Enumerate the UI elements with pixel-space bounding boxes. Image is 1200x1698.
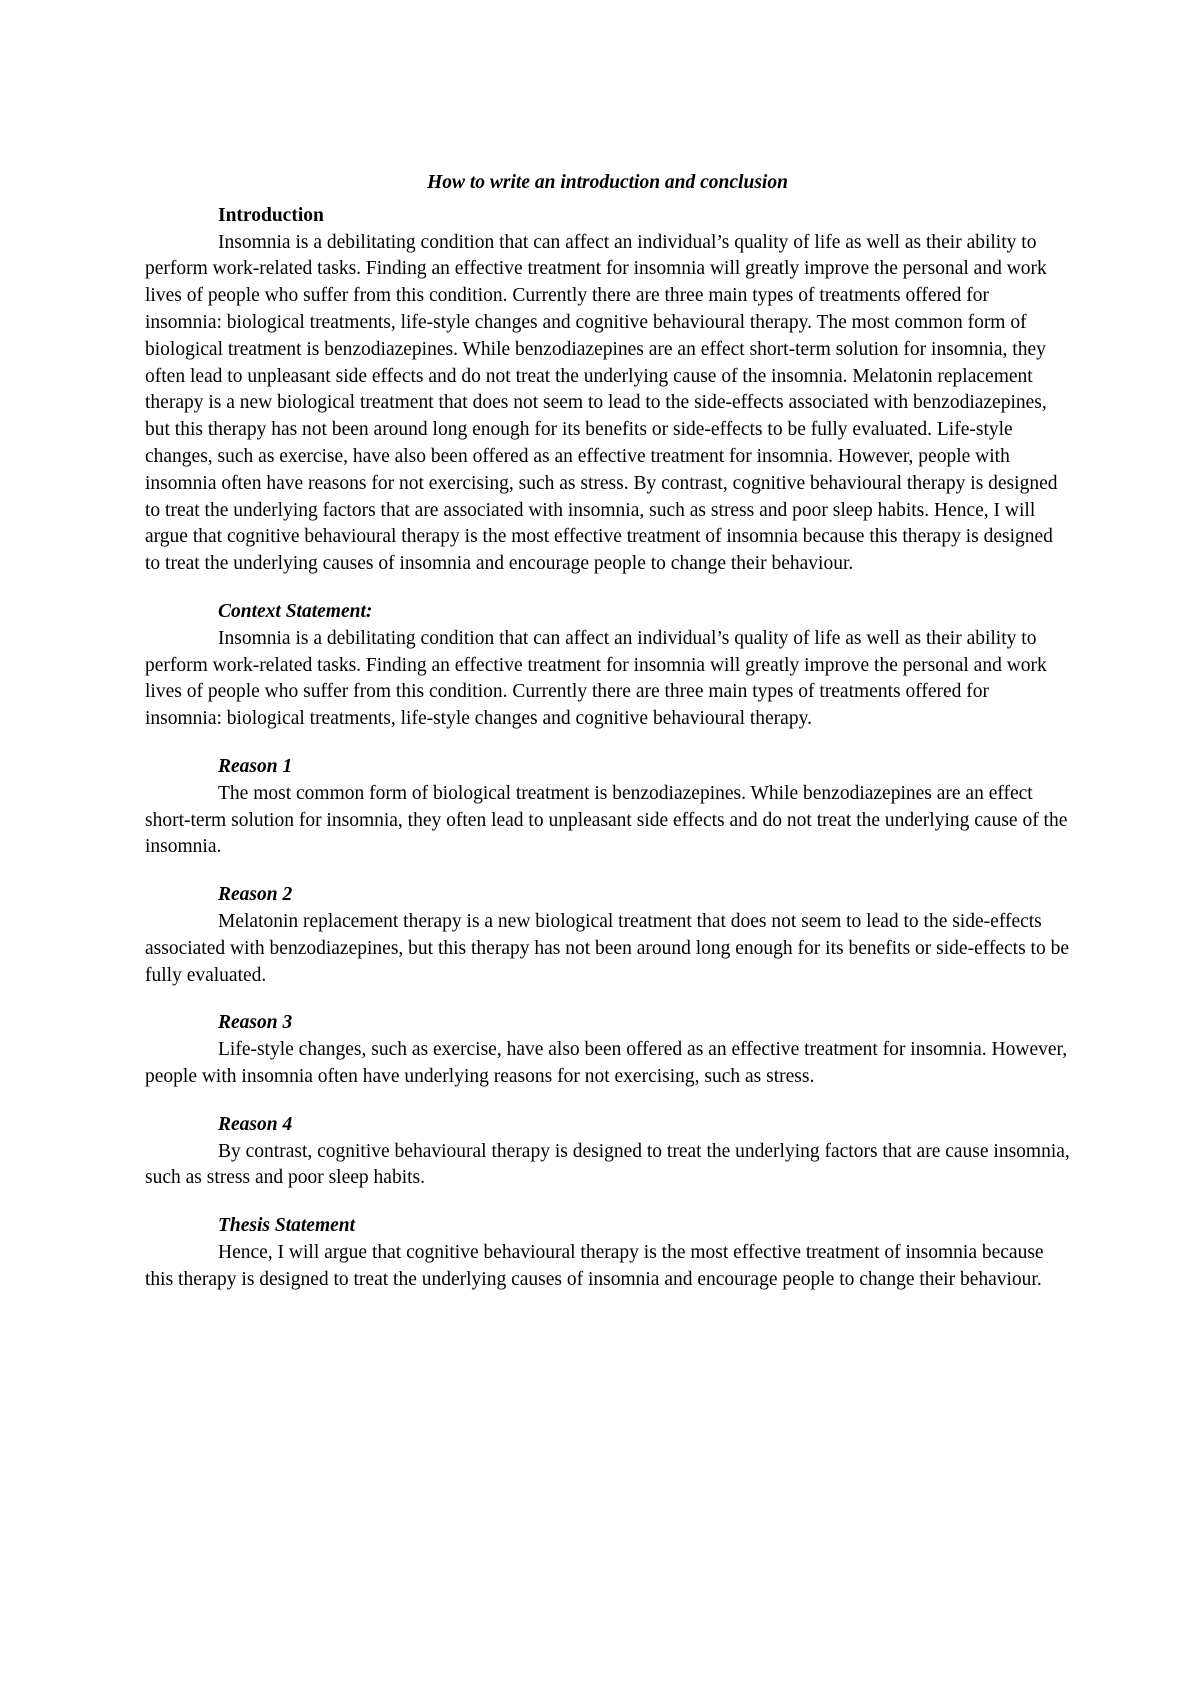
reason-3-section — [145, 1010, 1070, 1090]
context-statement-paragraph: Insomnia is a debilitating condition that can affect an individual’s quality of life as well as their ability to perform work-related tasks. Finding an effective treatment for insomnia will greatly improve the personal and work lives of people who suffer from this condition. Currently there are three main types of treatments offered for insomnia: biological treatments, life-style changes and cognitive behavioural therapy. — [145, 627, 1047, 730]
reason-1-heading: Reason 1 — [218, 755, 293, 777]
introduction-paragraph: Insomnia is a debilitating condition that can affect an individual’s quality of life as well as their ability to perform work-related tasks. Finding an effective treatment for insomnia will greatly improve the personal and work lives of people who suffer from this condition. Currently there are three main types of treatments offered for insomnia: biological treatments, life-style changes and cognitive behavioural therapy. The most common form of biological treatment is benzodiazepines. While benzodiazepines are an effect short-term solution for insomnia, they often lead to unpleasant side effects and do not treat the underlying cause of the insomnia. Melatonin replacement therapy is a new biological treatment that does not seem to lead to the side-effects associated with benzodiazepines, but this therapy has not been around long enough for its benefits or side-effects to be fully evaluated. Life-style changes, such as exercise, have also been offered as an effective treatment for insomnia. However, people with insomnia often have reasons for not exercising, such as stress. By contrast, cognitive behavioural therapy is designed to treat the underlying factors that are associated with insomnia, such as stress and poor sleep habits. Hence, I will argue that cognitive behavioural therapy is the most effective treatment of insomnia because this therapy is designed to treat the underlying causes of insomnia and encourage people to change their behaviour. — [145, 231, 1058, 575]
thesis-statement-paragraph: Hence, I will argue that cognitive behavioural therapy is the most effective treatment of insomnia because this therapy is designed to treat the underlying causes of insomnia and encourage people to change their behaviour. — [145, 1241, 1044, 1290]
reason-1-paragraph: The most common form of biological treatment is benzodiazepines. While benzodiazepines are an effect short-term solution for insomnia, they often lead to unpleasant side effects and do not treat the underlying cause of the insomnia. — [145, 782, 1068, 858]
reason-1-section — [145, 754, 1070, 861]
thesis-statement-section — [145, 1213, 1070, 1293]
reason-4-paragraph: By contrast, cognitive behavioural therapy is designed to treat the underlying factors that are cause insomnia, such as stress and poor sleep habits. — [145, 1140, 1070, 1189]
document-body — [145, 170, 1070, 1293]
reason-3-heading: Reason 3 — [218, 1012, 293, 1034]
reason-4-section — [145, 1112, 1070, 1192]
document-title: How to write an introduction and conclusion — [427, 172, 788, 193]
thesis-statement-heading: Thesis Statement — [218, 1215, 356, 1237]
context-statement-heading: Context Statement: — [218, 600, 373, 622]
reason-3-paragraph: Life-style changes, such as exercise, have also been offered as an effective treatment for insomnia. However, people with insomnia often have underlying reasons for not exercising, such as stress. — [145, 1039, 1068, 1087]
introduction-section — [145, 203, 1070, 578]
reason-2-paragraph: Melatonin replacement therapy is a new biological treatment that does not seem to lead to the side-effects associated with benzodiazepines, but this therapy has not been around long enough for its benefits or side-effects to be fully evaluated. — [145, 910, 1070, 986]
context-statement-section — [145, 599, 1070, 733]
reason-4-heading: Reason 4 — [218, 1113, 293, 1135]
reason-2-heading: Reason 2 — [218, 884, 293, 906]
reason-2-section — [145, 882, 1070, 989]
introduction-heading: Introduction — [218, 204, 324, 226]
